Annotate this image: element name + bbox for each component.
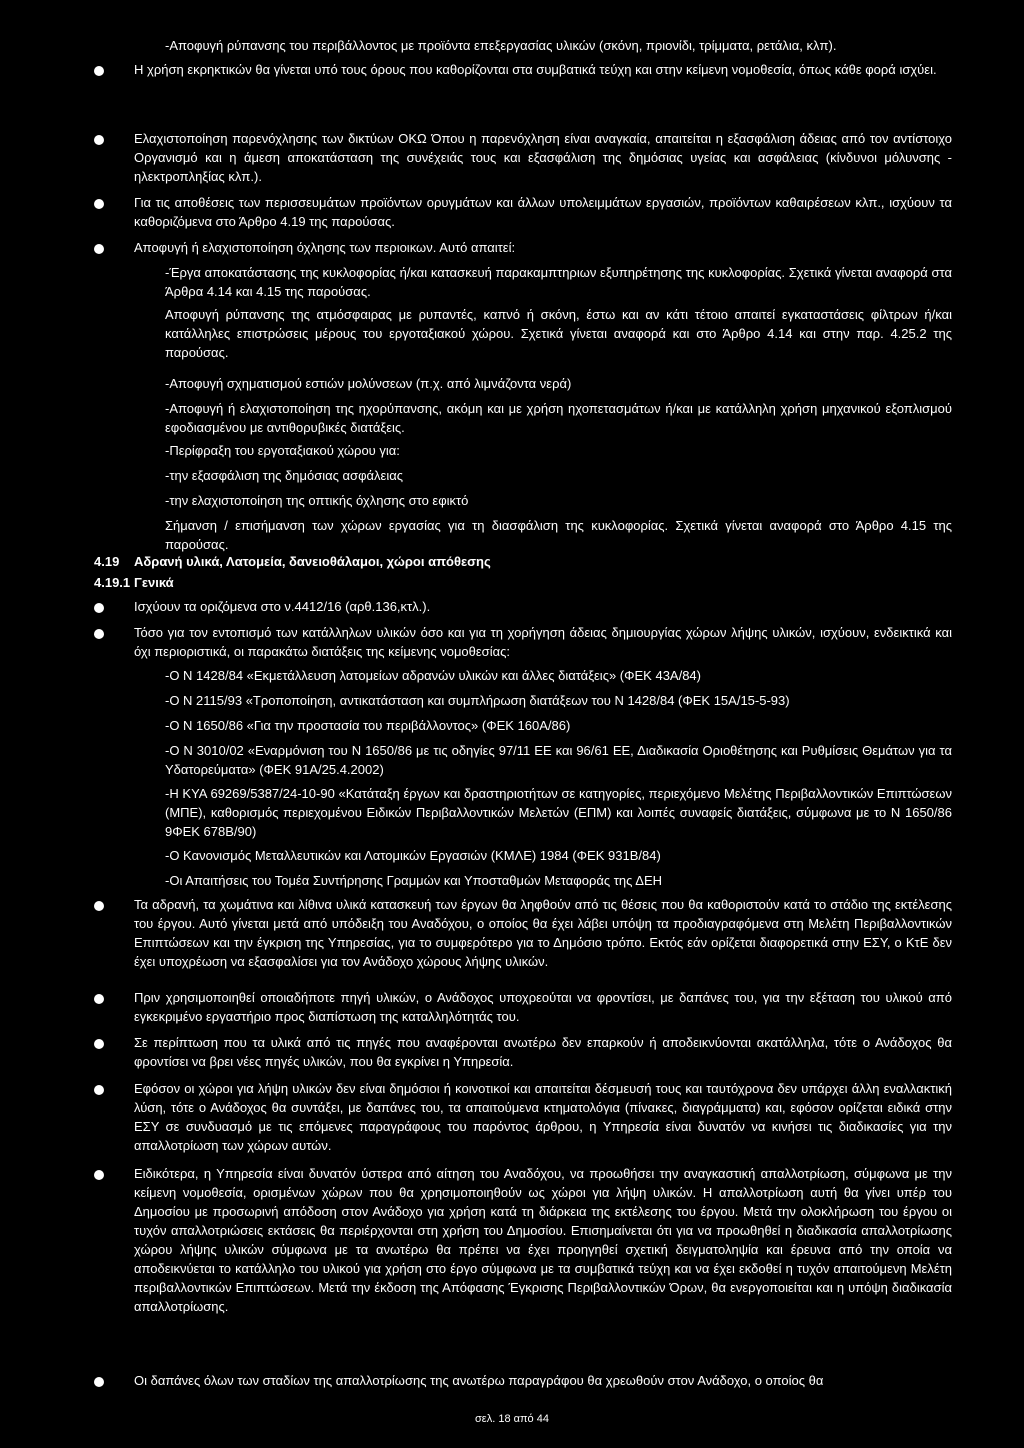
bullet-icon: [94, 901, 104, 911]
bullet-icon: [94, 994, 104, 1004]
bullet-icon: [94, 135, 104, 145]
indent-air-pollution: Αποφυγή ρύπανσης της ατμόσφαιρας με ρυπαντές, καπνό ή σκόνη, έστω και αν κάτι τέτοιο απαιτεί εγκαταστάσεις φίλτρων ή/και κατάλληλες επιστρώσεις μέρους του εργοταξιακού χώρου. Σχετικά γίνεται αναφορά και στο Άρθρο 4.14 και στην παρ. 4.25.2 της παρούσας.: [165, 307, 952, 360]
paragraph-expropriation-1: Εφόσον οι χώροι για λήψη υλικών δεν είναι δημόσιοι ή κοινοτικοί και απαιτείται δέσμευσή τους και ταυτόχρονα δεν υπάρχει άλλη εναλλακτική λύση, τότε ο Ανάδοχος θα συντάξει, με δαπάνες του, τα απαιτούμενα κτηματολόγια (πίνακες, διαγράμματα) και, εφόσον ορίζεται ειδικά στην ΕΣΥ σε συνδυασμό με τις επόμενες παραγράφους του παρόντος άρθρου, η Υπηρεσία είναι δυνατόν να κινήσει τις διαδικασίες για την απαλλοτρίωση των χώρων αυτών.: [134, 1081, 952, 1153]
law-item: -Ο Ν 2115/93 «Τροποποίηση, αντικατάσταση και συμπλήρωση διατάξεων του Ν 1428/84 (ΦΕΚ 15Α/15-5-93): [165, 693, 790, 708]
text-line-pollution: -Αποφυγή ρύπανσης του περιβάλλοντος με προϊόντα επεξεργασίας υλικών (σκόνη, πριονίδι, τρίμματα, ρετάλια, κλπ).: [165, 38, 837, 53]
indent-infection: -Αποφυγή σχηματισμού εστιών μολύνσεων (π.χ. από λιμνάζοντα νερά): [165, 376, 572, 391]
bullet-icon: [94, 629, 104, 639]
bullet-icon: [94, 1170, 104, 1180]
paragraph-new-sources: Σε περίπτωση που τα υλικά από τις πηγές που αναφέρονται ανωτέρω δεν επαρκούν ή αποδεικνύονται ακατάλληλα, τότε ο Ανάδοχος θα φροντίσει να βρει νέες πηγές υλικών, που θα εγκρίνει η Υπηρεσία.: [134, 1035, 952, 1069]
page-number: σελ. 18 από 44: [475, 1413, 549, 1425]
bullet-icon: [94, 1085, 104, 1095]
paragraph-law: Ισχύουν τα οριζόμενα στο ν.4412/16 (αρθ.136,κτλ.).: [134, 599, 431, 614]
indent-safety: -την εξασφάλιση της δημόσιας ασφάλειας: [165, 468, 403, 483]
bullet-icon: [94, 603, 104, 613]
paragraph-nuisance: Αποφυγή ή ελαχιστοποίηση όχλησης των περιοικων. Αυτό απαιτεί:: [134, 240, 516, 255]
paragraph-lab-test: Πριν χρησιμοποιηθεί οποιαδήποτε πηγή υλικών, ο Ανάδοχος υποχρεούται να φροντίσει, με δαπάνες του, για την εξέταση του υλικού από εγκεκριμένο εργαστήριο προς διαπίστωση της καταλληλότητάς του.: [134, 990, 952, 1024]
indent-fencing: -Περίφραξη του εργοταξιακού χώρου για:: [165, 443, 400, 458]
law-item: -Ο Ν 3010/02 «Εναρμόνιση του Ν 1650/86 με τις οδηγίες 97/11 ΕΕ και 96/61 ΕΕ, Διαδικασία Οριοθέτησης και Ρυθμίσεις Θεμάτων για τα Υδατορεύματα» (ΦΕΚ 91Α/25.4.2002): [165, 743, 952, 777]
subsection-number: 4.19.1: [94, 575, 131, 590]
section-title: Αδρανή υλικά, Λατομεία, δανειοθάλαμοι, χώροι απόθεσης: [134, 554, 491, 569]
paragraph-networks: Ελαχιστοποίηση παρενόχλησης των δικτύων ΟΚΩ Όπου η παρενόχληση είναι αναγκαία, απαιτείται η εξασφάλιση άδειας από τον αντίστοιχο Οργανισμό και η άμεση αποκατάσταση της συνέχειάς τους και εξασφάλιση της δημόσιας υγείας και ασφάλειας (κίνδυνοι μόλυνσης - ηλεκτροπληξίας κλπ.).: [134, 131, 952, 184]
paragraph-deposits: Για τις αποθέσεις των περισσευμάτων προϊόντων ορυγμάτων και άλλων υπολειμμάτων εργασιών, προϊόντων καθαιρέσεων κλπ., ισχύουν τα καθοριζόμενα στο Άρθρο 4.19 της παρούσας.: [134, 195, 952, 229]
indent-noise: -Αποφυγή ή ελαχιστοποίηση της ηχορύπανσης, ακόμη και με χρήση ηχοπετασμάτων ή/και με κατάλληλη χρήση μηχανικού εξοπλισμού εφοδιασμένου με αντιθορυβικές διατάξεις.: [165, 401, 952, 435]
law-item: -Ο Ν 1650/86 «Για την προστασία του περιβάλλοντος» (ΦΕΚ 160Α/86): [165, 718, 571, 733]
bullet-icon: [94, 199, 104, 209]
indent-signage: Σήμανση / επισήμανση των χώρων εργασίας για τη διασφάλιση της κυκλοφορίας. Σχετικά γίνεται αναφορά στο Άρθρο 4.15 της παρούσας.: [165, 518, 952, 552]
indent-traffic: -Έργα αποκατάστασης της κυκλοφορίας ή/και κατασκευή παρακαμπτηριων εξυπηρέτησης της κυκλοφορίας. Σχετικά γίνεται αναφορά στα Άρθρα 4.14 και 4.15 της παρούσας.: [165, 265, 952, 299]
bullet-icon: [94, 1039, 104, 1049]
bullet-icon: [94, 1377, 104, 1387]
paragraph-explosives: Η χρήση εκρηκτικών θα γίνεται υπό τους όρους που καθορίζονται στα συμβατικά τεύχη και στην κείμενη νομοθεσία, όπως κάθε φορά ισχύει.: [134, 62, 937, 77]
bullet-icon: [94, 66, 104, 76]
indent-visual: -την ελαχιστοποίηση της οπτικής όχλησης στο εφικτό: [165, 493, 469, 508]
paragraph-expropriation-2: Ειδικότερα, η Υπηρεσία είναι δυνατόν ύστερα από αίτηση του Αναδόχου, να προωθήσει την αναγκαστική απαλλοτρίωση, σύμφωνα με την κείμενη νομοθεσία, ορισμένων χώρων που θα χρησιμοποιηθούν ως χώροι για λήψη υλικών. Η απαλλοτρίωση αυτή θα γίνει υπέρ του Δημοσίου με προσωρινή απόδοση στον Ανάδοχο για χρήση κατά τη διάρκεια της εκτέλεσης του έργου. Μετά την ολοκλήρωση του έργου οι τυχόν απαλλοτριώσεις εκτάσεις θα περιέρχονται στη χρήση του Δημοσίου. Επισημαίνεται ότι για να προωθηθεί η διαδικασία απαλλοτρίωσης χώρου λήψης υλικών σύμφωνα με τα ανωτέρω θα πρέπει να έχει προηγηθεί σχετική δειγματοληψία και έρευνα από την οποία να αποδεικνύεται το κατάλληλο του υλικού για χρήση στο έργο σύμφωνα με τα συμβατικά τεύχη και να έχει εκδοθεί η τυχόν απαιτούμενη Μελέτη περιβαλλοντικών Επιπτώσεων. Μετά την έκδοση της Απόφασης Έγκρισης Περιβαλλοντικών Όρων, θα ενεργοποιείται και η υπόψη διαδικασία απαλλοτρίωσης.: [134, 1166, 952, 1314]
paragraph-provisions: Τόσο για τον εντοπισμό των κατάλληλων υλικών όσο και για τη χορήγηση άδειας δημιουργίας χώρων λήψης υλικών, ισχύουν, ενδεικτικά και όχι περιοριστικά, οι παρακάτω διατάξεις της κείμενης νομοθεσίας:: [134, 625, 952, 659]
section-number: 4.19: [94, 554, 120, 569]
paragraph-aggregates: Τα αδρανή, τα χωμάτινα και λίθινα υλικά κατασκευή των έργων θα ληφθούν από τις θέσεις που θα καθοριστούν κατά το στάδιο της εκτέλεσης του έργου. Αυτό γίνεται μετά από υπόδειξη του Αναδόχου, ο οποίος θα έχει λάβει υπόψη τα προδιαγραφόμενα στη Μελέτη Περιβαλλοντικών Επιπτώσεων και την έγκριση της Υπηρεσίας, για το συμφερότερο για το Δημόσιο τρόπο. Εκτός εάν ορίζεται διαφορετικά στην ΕΣΥ, ο ΚτΕ δεν έχει υποχρέωση να εξασφαλίσει για τον Ανάδοχο χώρους λήψης υλικών.: [134, 897, 952, 969]
law-item: -Ο Ν 1428/84 «Εκμετάλλευση λατομείων αδρανών υλικών και άλλες διατάξεις» (ΦΕΚ 43Α/84): [165, 668, 701, 683]
law-item: -Η ΚΥΑ 69269/5387/24-10-90 «Κατάταξη έργων και δραστηριοτήτων σε κατηγορίες, περιεχόμενο Μελέτης Περιβαλλοντικών Επιπτώσεων (ΜΠΕ), καθορισμός περιεχομένου Ειδικών Περιβαλλοντικών Μελετών (ΕΠΜ) και λοιπές συναφείς διατάξεις, σύμφωνα με το Ν 1650/86 9ΦΕΚ 678Β/90): [165, 786, 952, 839]
subsection-title: Γενικά: [134, 575, 174, 590]
paragraph-costs: Οι δαπάνες όλων των σταδίων της απαλλοτρίωσης της ανωτέρω παραγράφου θα χρεωθούν στον Ανάδοχο, ο οποίος θα: [134, 1373, 824, 1388]
law-item: -Ο Κανονισμός Μεταλλευτικών και Λατομικών Εργασιών (ΚΜΛΕ) 1984 (ΦΕΚ 931Β/84): [165, 848, 661, 863]
law-item: -Οι Απαιτήσεις του Τομέα Συντήρησης Γραμμών και Υποσταθμών Μεταφοράς της ΔΕΗ: [165, 873, 663, 888]
bullet-icon: [94, 244, 104, 254]
